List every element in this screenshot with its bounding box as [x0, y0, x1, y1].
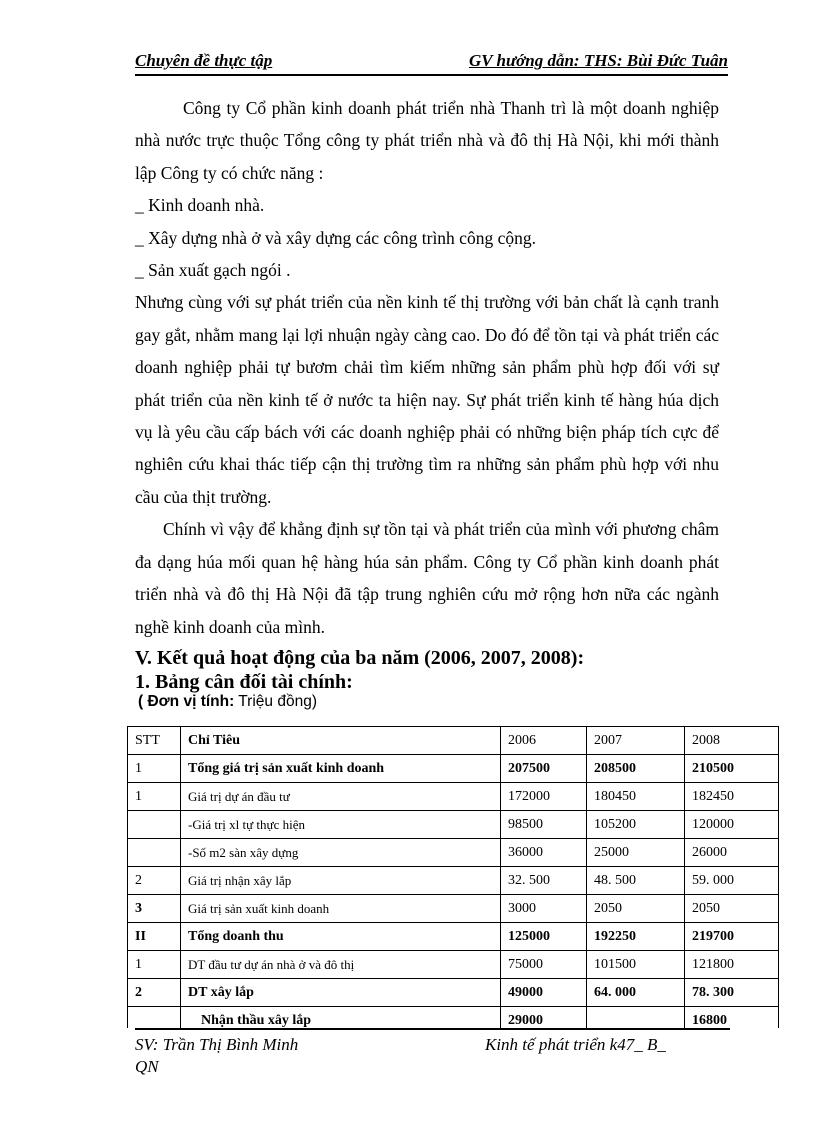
footer-class: Kinh tế phát triển k47_ B_ [485, 1035, 666, 1054]
table-row [128, 923, 779, 951]
cell-2008: 120000 [685, 811, 779, 839]
cell-2008: 121800 [685, 951, 779, 979]
body-text [135, 92, 719, 643]
paragraph-diversification: Chính vì vậy để khẳng định sự tồn tại và phát triển của mình với phương châm đa dạng húa mối quan hệ hàng húa sản phẩm. Công ty Cổ phần kinh doanh phát triển nhà và đô thị Hà Nội đã tập trung nghiên cứu mở rộng hơn nữa các ngành nghề kinh doanh của mình. [135, 519, 719, 637]
cell-indicator: -Số m2 sàn xây dựng [181, 839, 501, 867]
cell-stt: 2 [128, 979, 181, 1007]
cell-2008: 59. 000 [685, 867, 779, 895]
table-row [128, 895, 779, 923]
cell-2008: 182450 [685, 783, 779, 811]
table-row [128, 979, 779, 1007]
cell-stt: 1 [128, 755, 181, 783]
cell-2006: 29000 [501, 1007, 587, 1035]
cell-2006: 75000 [501, 951, 587, 979]
table-row [128, 811, 779, 839]
financial-table [127, 726, 779, 1035]
cell-indicator: Giá trị nhận xây lắp [181, 867, 501, 895]
table-row [128, 867, 779, 895]
header-cell-2008: 2008 [685, 727, 779, 755]
cell-indicator: -Giá trị xl tự thực hiện [181, 811, 501, 839]
header-right-advisor: GV hướng dẫn: THS: Bùi Đức Tuân [468, 51, 728, 70]
header-cell-stt: STT [128, 727, 181, 755]
cell-2007: 180450 [587, 783, 685, 811]
cell-2007: 2050 [587, 895, 685, 923]
unit-value: Triệu đồng) [234, 693, 317, 710]
cell-2006: 49000 [501, 979, 587, 1007]
page-header [135, 48, 728, 76]
table-row [128, 951, 779, 979]
table-header-row [128, 727, 779, 755]
cell-2008: 16800 [685, 1007, 779, 1035]
cell-stt [128, 811, 181, 839]
cell-2006: 36000 [501, 839, 587, 867]
unit-line [138, 693, 317, 711]
header-cell-2007: 2007 [587, 727, 685, 755]
unit-label: ( Đơn vị tính: [138, 693, 235, 710]
cell-2007: 105200 [587, 811, 685, 839]
subsection-heading: 1. Bảng cân đối tài chính: [135, 671, 353, 693]
cell-2006: 125000 [501, 923, 587, 951]
cell-2007: 101500 [587, 951, 685, 979]
section-heading: V. Kết quả hoạt động của ba năm (2006, 2007, 2008): [135, 647, 585, 669]
cell-2008: 2050 [685, 895, 779, 923]
cell-2008: 219700 [685, 923, 779, 951]
cell-stt: 3 [128, 895, 181, 923]
cell-2007: 25000 [587, 839, 685, 867]
cell-indicator: Nhận thầu xây lắp [181, 1007, 501, 1035]
cell-2007: 192250 [587, 923, 685, 951]
cell-stt: 1 [128, 783, 181, 811]
table-row [128, 783, 779, 811]
cell-2008: 210500 [685, 755, 779, 783]
cell-stt: 1 [128, 951, 181, 979]
header-cell-indicator: Chỉ Tiêu [181, 727, 501, 755]
cell-stt: II [128, 923, 181, 951]
cell-2006: 172000 [501, 783, 587, 811]
cell-2006: 32. 500 [501, 867, 587, 895]
cell-indicator: DT đầu tư dự án nhà ở và đô thị [181, 951, 501, 979]
table-row [128, 839, 779, 867]
cell-2006: 98500 [501, 811, 587, 839]
cell-2008: 78. 300 [685, 979, 779, 1007]
cell-stt: 2 [128, 867, 181, 895]
cell-2007: 48. 500 [587, 867, 685, 895]
table-row [128, 755, 779, 783]
cell-indicator: Tổng giá trị sản xuất kinh doanh [181, 755, 501, 783]
footer-student: SV: Trần Thị Bình Minh QN [135, 1035, 299, 1076]
header-left-title: Chuyên đề thực tập [135, 51, 273, 70]
cell-stt [128, 839, 181, 867]
cell-indicator: DT xây lắp [181, 979, 501, 1007]
header-cell-2006: 2006 [501, 727, 587, 755]
list-item-business-housing: _ Kinh doanh nhà. [135, 195, 265, 216]
cell-indicator: Giá trị dự án đầu tư [181, 783, 501, 811]
cell-2007: 64. 000 [587, 979, 685, 1007]
cell-indicator: Giá trị sản xuất kinh doanh [181, 895, 501, 923]
paragraph-company-intro: Công ty Cổ phần kinh doanh phát triển nhà Thanh trì là một doanh nghiệp nhà nước trực thuộc Tổng công ty phát triển nhà và đô thị Hà Nội, khi mới thành lập Công ty có chức năng : [135, 98, 719, 183]
cell-2006: 3000 [501, 895, 587, 923]
list-item-construction: _ Xây dựng nhà ở và xây dựng các công trình công cộng. [135, 227, 536, 248]
paragraph-market-development: Nhưng cùng với sự phát triển của nền kinh tế thị trường với bản chất là cạnh tranh gay gắt, nhằm mang lại lợi nhuận ngày càng cao. Do đó để tồn tại và phát triển các doanh nghiệp phải tự bươm chải tìm kiếm những sản phẩm phù hợp đối với sự phát triển của nền kinh tế ở nước ta hiện nay. Sự phát triển kinh tế hàng húa dịch vụ là yêu cầu cấp bách với các doanh nghiệp phải có những biện pháp tích cực để nghiên cứu khai thác tiếp cận thị trường tìm ra những sản phẩm phù hợp với nhu cầu của thịt trường. [135, 292, 719, 507]
footer-rule [135, 1028, 730, 1030]
cell-2006: 207500 [501, 755, 587, 783]
cell-2008: 26000 [685, 839, 779, 867]
cell-2007: 208500 [587, 755, 685, 783]
cell-indicator: Tổng doanh thu [181, 923, 501, 951]
list-item-brick-production: _ Sản xuất gạch ngói . [135, 260, 291, 281]
table-page-break [0, 1028, 816, 1048]
